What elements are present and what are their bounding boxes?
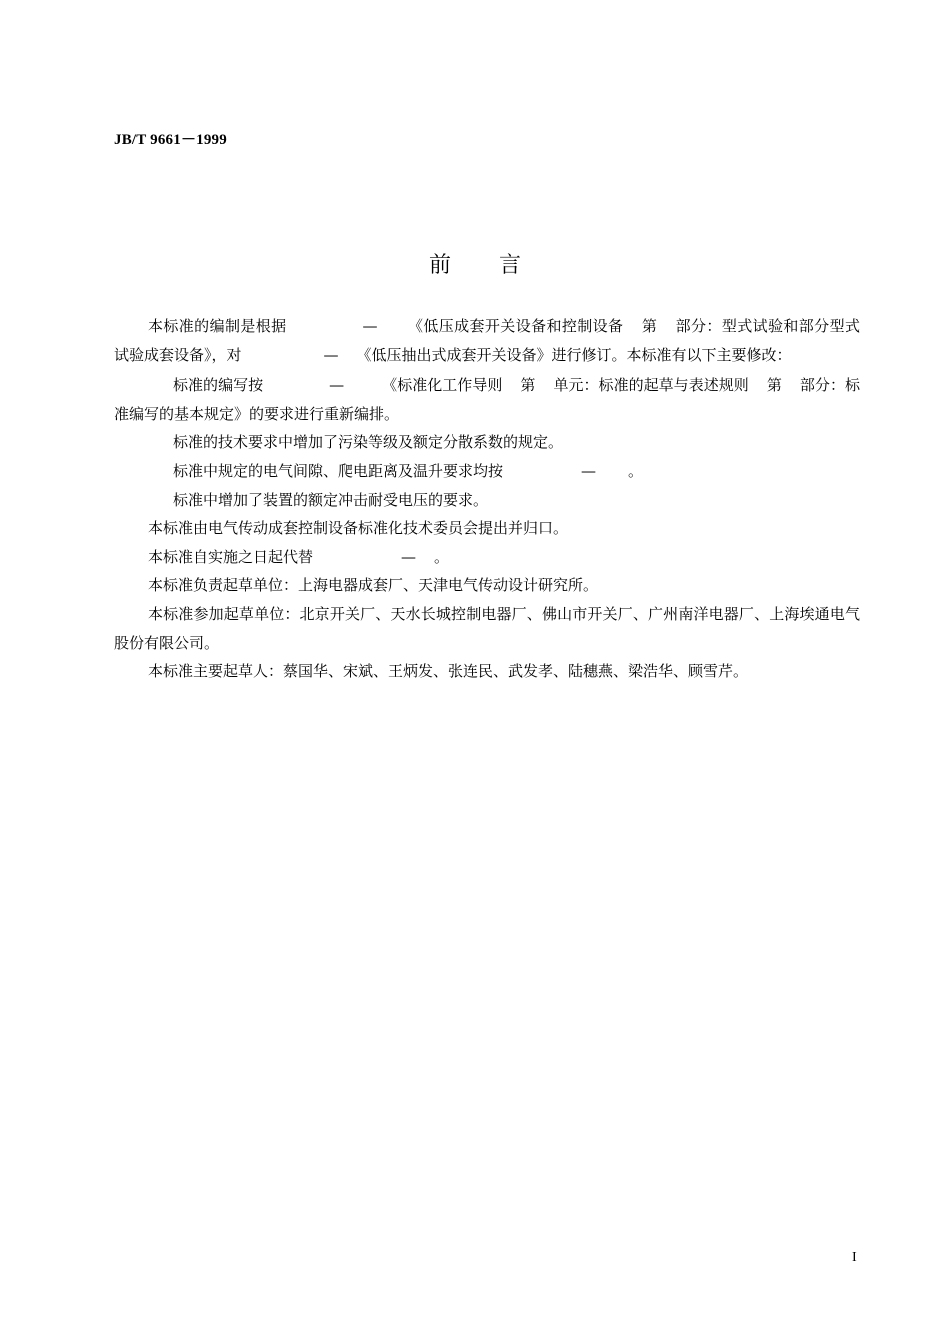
text-span: 第 — [766, 376, 782, 395]
text-span: 第 — [520, 376, 536, 395]
text-span: 。 — [434, 547, 450, 566]
text-span: 。 — [628, 461, 644, 480]
paragraph-change-4: 标准中增加了装置的额定冲击耐受电压的要求。 — [173, 490, 489, 509]
paragraph-participating-units: 本标准参加起草单位：北京开关厂、天水长城控制电器厂、佛山市开关厂、广州南洋电器厂、上海埃通电气股份有限公司。 — [114, 604, 860, 652]
text-span: 《低压抽出式成套开关设备》进行修订。本标准有以下主要修改： — [356, 345, 792, 364]
dash: — — [362, 317, 378, 335]
paragraph-proposer: 本标准由电气传动成套控制设备标准化技术委员会提出并归口。 — [148, 519, 569, 538]
dash: — — [401, 547, 417, 566]
paragraph-drafting-units: 本标准负责起草单位：上海电器成套厂、天津电气传动设计研究所。 — [148, 576, 599, 595]
text-span: 第 — [641, 317, 658, 335]
paragraph-change-3 — [114, 457, 860, 486]
standard-number: JB/T 9661－1999 — [114, 132, 227, 148]
paragraph-basis — [114, 312, 860, 369]
text-span: 《标准化工作导则 — [382, 376, 503, 395]
paragraph-change-2: 标准的技术要求中增加了污染等级及额定分散系数的规定。 — [173, 433, 564, 452]
text-span: 部分：标准编写的基本规定》的要求进行重新编排。 — [114, 376, 860, 423]
document-body — [114, 312, 860, 686]
text-span: 标准中规定的电气间隙、爬电距离及温升要求均按 — [173, 461, 504, 480]
paragraph-replaces — [114, 543, 860, 572]
text-span: 部分：型式试验和部分型式试验成套设备》，对 — [114, 317, 860, 364]
paragraph-change-1 — [114, 371, 860, 428]
text-span: 单元：标准的起草与表述规则 — [553, 376, 749, 395]
dash: — — [329, 376, 345, 395]
text-span: 本标准自实施之日起代替 — [148, 547, 314, 566]
page-title: 前言 — [428, 253, 569, 278]
page-number: I — [852, 1250, 857, 1265]
text-span: 《低压成套开关设备和控制设备 — [407, 317, 624, 335]
dash: — — [581, 461, 597, 480]
text-span: 本标准的编制是根据 — [148, 317, 287, 335]
paragraph-drafters: 本标准主要起草人：蔡国华、宋斌、王炳发、张连民、武发孝、陆穗燕、梁浩华、顾雪芹。 — [148, 662, 749, 681]
dash: — — [323, 345, 339, 364]
text-span: 标准的编写按 — [173, 376, 264, 395]
